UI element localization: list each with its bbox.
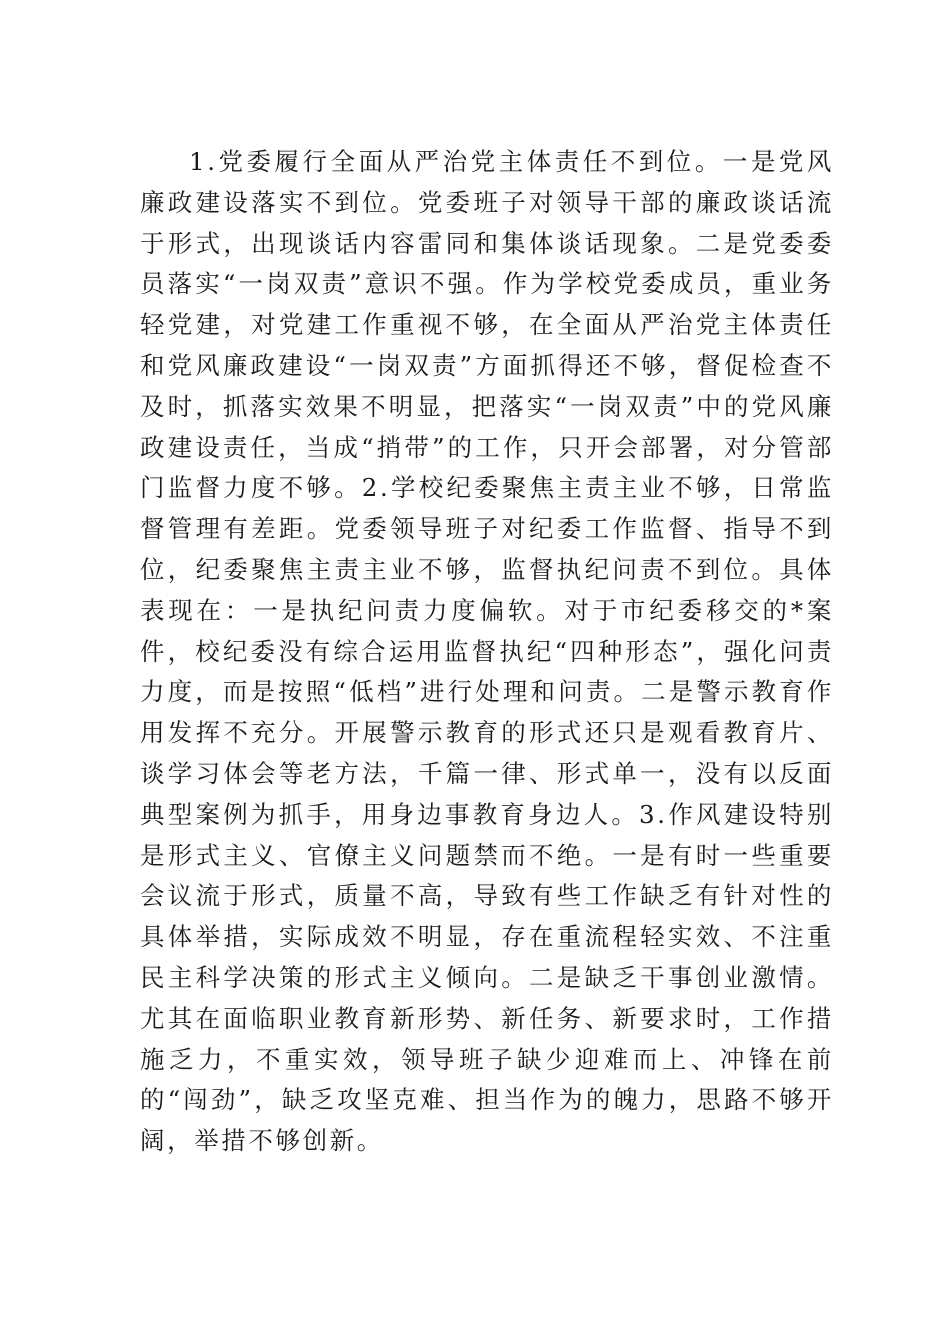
body-paragraph: 1.党委履行全面从严治党主体责任不到位。一是党风廉政建设落实不到位。党委班子对领导干部的廉政谈话流于形式，出现谈话内容雷同和集体谈话现象。二是党委委员落实“一岗双责”意识不强。作为学校党委成员，重业务轻党建，对党建工作重视不够，在全面从严治党主体责任和党风廉政建设“一岗双责”方面抓得还不够，督促检查不及时，抓落实效果不明显，把落实“一岗双责”中的党风廉政建设责任，当成“捎带”的工作，只开会部署，对分管部门监督力度不够。2.学校纪委聚焦主责主业不够，日常监督管理有差距。党委领导班子对纪委工作监督、指导不到位，纪委聚焦主责主业不够，监督执纪问责不到位。具体表现在：一是执纪问责力度偏软。对于市纪委移交的*案件，校纪委没有综合运用监督执纪“四种形态”，强化问责力度，而是按照“低档”进行处理和问责。二是警示教育作用发挥不充分。开展警示教育的形式还只是观看教育片、谈学习体会等老方法，千篇一律、形式单一，没有以反面典型案例为抓手，用身边事教育身边人。3.作风建设特别是形式主义、官僚主义问题禁而不绝。一是有时一些重要会议流于形式，质量不高，导致有些工作缺乏有针对性的具体举措，实际成效不明显，存在重流程轻实效、不注重民主科学决策的形式主义倾向。二是缺乏干事创业激情。尤其在面临职业教育新形势、新任务、新要求时，工作措施乏力，不重实效，领导班子缺少迎难而上、冲锋在前的“闯劲”，缺乏攻坚克难、担当作为的魄力，思路不够开阔，举措不够创新。: [140, 147, 834, 1156]
